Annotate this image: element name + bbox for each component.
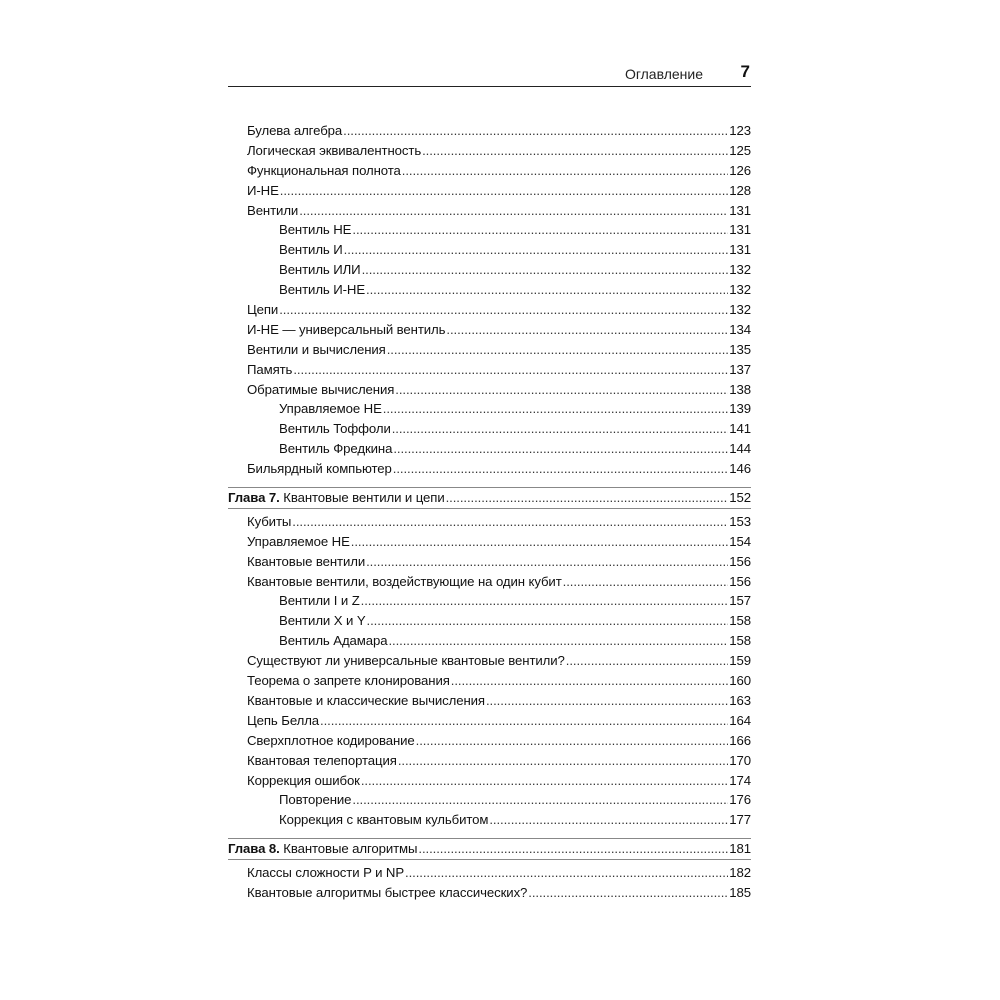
entry-title: Вентиль И-НЕ [279, 282, 366, 298]
leader-dots [418, 839, 728, 859]
toc-chapter-entry[interactable] [228, 488, 751, 508]
leader-dots [528, 883, 728, 903]
toc-section-entry[interactable] [228, 141, 751, 161]
toc-subsection-entry[interactable] [228, 439, 751, 459]
leader-dots [446, 488, 729, 508]
entry-page: 154 [729, 533, 751, 549]
entry-page: 163 [729, 692, 751, 708]
entry-page: 185 [729, 884, 751, 900]
toc-section-chapter8 [228, 863, 751, 903]
entry-page: 156 [729, 573, 751, 589]
toc-subsection-entry[interactable] [228, 419, 751, 439]
leader-dots [292, 512, 728, 532]
page-number: 7 [740, 62, 750, 81]
leader-dots [486, 691, 728, 711]
entry-page: 139 [729, 401, 751, 417]
toc-section-entry[interactable] [228, 300, 751, 320]
leader-dots [383, 399, 729, 419]
entry-page: 156 [729, 553, 751, 569]
entry-page: 157 [729, 593, 751, 609]
toc-section-entry[interactable] [228, 691, 751, 711]
toc-subsection-entry[interactable] [228, 611, 751, 631]
entry-page: 153 [729, 513, 751, 529]
entry-title: Булева алгебра [247, 123, 343, 138]
entry-title: Теорема о запрете клонирования [247, 673, 450, 689]
toc-subsection-entry[interactable] [228, 591, 751, 611]
entry-title: Коррекция ошибок [247, 772, 360, 788]
leader-dots [392, 419, 729, 439]
entry-page: 158 [729, 633, 751, 649]
entry-title: Квантовая телепортация [247, 752, 397, 768]
leader-dots [367, 611, 729, 631]
header-title: Оглавление [624, 66, 703, 82]
entry-title: Классы сложности P и NP [247, 865, 405, 881]
entry-title: Кубиты [247, 513, 292, 529]
entry-title: Вентиль Адамара [279, 633, 388, 649]
entry-title: Квантовые вентили, воздействующие на один кубит [247, 573, 562, 589]
toc-section-entry[interactable] [228, 512, 751, 532]
entry-page: 141 [729, 421, 751, 437]
chapter-label: Глава 7. [228, 490, 280, 506]
toc-section-entry[interactable] [228, 459, 751, 479]
entry-page: 131 [729, 242, 751, 258]
entry-page: 166 [729, 732, 751, 748]
entry-title: Существуют ли универсальные квантовые вентили? [247, 653, 565, 669]
toc-subsection-entry[interactable] [228, 280, 751, 300]
entry-title: Функциональная полнота [247, 162, 401, 178]
entry-title: Память [247, 361, 293, 377]
entry-page: 131 [729, 222, 751, 238]
entry-title: Вентиль И [279, 242, 343, 258]
toc-chapter-entry[interactable] [228, 839, 751, 859]
toc-section-entry[interactable] [228, 161, 751, 181]
chapter-page: 152 [729, 490, 751, 506]
toc-section-entry[interactable] [228, 360, 751, 380]
entry-page: 128 [729, 182, 751, 198]
entry-title: Обратимые вычисления [247, 381, 395, 397]
toc-section-chapter6 [228, 121, 751, 479]
chapter-label: Глава 8. [228, 841, 280, 857]
entry-page: 159 [729, 653, 751, 669]
toc-section-entry[interactable] [228, 751, 751, 771]
leader-dots [352, 790, 728, 810]
entry-title: Повторение [279, 792, 352, 808]
entry-page: 132 [729, 302, 751, 318]
leader-dots [393, 439, 728, 459]
leader-dots [279, 300, 728, 320]
leader-dots [361, 771, 728, 791]
entry-title: И-НЕ — универсальный вентиль [247, 321, 446, 337]
toc-section-entry[interactable] [228, 771, 751, 791]
entry-title: Вентили и вычисления [247, 341, 386, 357]
leader-dots [422, 141, 728, 161]
entry-page: 131 [729, 202, 751, 218]
toc-subsection-entry[interactable] [228, 399, 751, 419]
toc-section-entry[interactable] [228, 121, 751, 141]
chapter-title: Квантовые вентили и цепи [283, 490, 445, 506]
leader-dots [280, 181, 729, 201]
leader-dots [416, 731, 729, 751]
entry-title: Вентиль Тоффоли [279, 421, 391, 437]
entry-page: 135 [729, 341, 751, 357]
leader-dots [563, 572, 729, 592]
toc-subsection-entry[interactable] [228, 220, 751, 240]
toc-section-entry[interactable] [228, 201, 751, 221]
entry-title: Вентили [247, 202, 299, 218]
entry-title: Цепи [247, 302, 279, 318]
entry-page: 164 [729, 712, 751, 728]
entry-page: 123 [729, 123, 751, 138]
chapter-7-heading [228, 487, 751, 509]
leader-dots [352, 220, 728, 240]
leader-dots [361, 591, 729, 611]
leader-dots [395, 380, 728, 400]
toc-section-entry[interactable] [228, 380, 751, 400]
entry-title: Коррекция с квантовым кульбитом [279, 812, 489, 828]
table-of-contents [228, 121, 751, 903]
toc-section-entry[interactable] [228, 340, 751, 360]
leader-dots [398, 751, 728, 771]
leader-dots [451, 671, 729, 691]
leader-dots [446, 320, 728, 340]
leader-dots [299, 201, 728, 221]
entry-page: 132 [729, 282, 751, 298]
entry-page: 144 [729, 441, 751, 457]
toc-section-entry[interactable] [228, 883, 751, 903]
entry-page: 182 [729, 865, 751, 881]
toc-subsection-entry[interactable] [228, 631, 751, 651]
entry-title: Вентиль Фредкина [279, 441, 393, 457]
leader-dots [343, 121, 728, 141]
entry-page: 170 [729, 752, 751, 768]
entry-title: Управляемое НЕ [247, 533, 350, 549]
leader-dots [387, 340, 729, 360]
entry-page: 146 [729, 461, 751, 477]
entry-page: 158 [729, 613, 751, 629]
entry-title: Сверхплотное кодирование [247, 732, 415, 748]
entry-page: 134 [729, 321, 751, 337]
entry-title: Управляемое НЕ [279, 401, 382, 417]
entry-title: Цепь Белла [247, 712, 320, 728]
leader-dots [388, 631, 728, 651]
leader-dots [405, 863, 728, 883]
toc-subsection-entry[interactable] [228, 790, 751, 810]
toc-section-entry[interactable] [228, 671, 751, 691]
toc-section-entry[interactable] [228, 651, 751, 671]
entry-title: Логическая эквивалентность [247, 142, 422, 158]
entry-page: 132 [729, 262, 751, 278]
toc-subsection-entry[interactable] [228, 240, 751, 260]
chapter-page: 181 [729, 841, 751, 857]
entry-page: 176 [729, 792, 751, 808]
leader-dots [362, 260, 729, 280]
entry-title: Квантовые и классические вычисления [247, 692, 485, 708]
entry-page: 177 [729, 812, 751, 828]
leader-dots [366, 280, 728, 300]
leader-dots [402, 161, 729, 181]
chapter-title: Квантовые алгоритмы [283, 841, 418, 857]
entry-page: 174 [729, 772, 751, 788]
leader-dots [320, 711, 728, 731]
entry-page: 125 [729, 142, 751, 158]
leader-dots [366, 552, 728, 572]
toc-section-entry[interactable] [228, 532, 751, 552]
entry-page: 160 [729, 673, 751, 689]
entry-title: Квантовые алгоритмы быстрее классических? [247, 884, 528, 900]
chapter-8-heading [228, 838, 751, 860]
leader-dots [351, 532, 729, 552]
leader-dots [344, 240, 729, 260]
toc-section-entry[interactable] [228, 711, 751, 731]
entry-title: Вентили I и Z [279, 593, 360, 609]
entry-title: Вентиль НЕ [279, 222, 352, 238]
entry-page: 137 [729, 361, 751, 377]
entry-page: 138 [729, 381, 751, 397]
toc-section-chapter7 [228, 512, 751, 830]
toc-section-entry[interactable] [228, 863, 751, 883]
toc-section-entry[interactable] [228, 181, 751, 201]
toc-subsection-entry[interactable] [228, 810, 751, 830]
entry-page: 126 [729, 162, 751, 178]
toc-section-entry[interactable] [228, 552, 751, 572]
toc-section-entry[interactable] [228, 572, 751, 592]
toc-subsection-entry[interactable] [228, 260, 751, 280]
toc-section-entry[interactable] [228, 731, 751, 751]
entry-title: Квантовые вентили [247, 553, 366, 569]
leader-dots [566, 651, 729, 671]
leader-dots [393, 459, 729, 479]
entry-title: И-НЕ [247, 182, 279, 198]
running-header [228, 64, 751, 87]
entry-title: Бильярдный компьютер [247, 461, 392, 477]
toc-section-entry[interactable] [228, 320, 751, 340]
entry-title: Вентили X и Y [279, 613, 366, 629]
leader-dots [489, 810, 728, 830]
leader-dots [293, 360, 728, 380]
entry-title: Вентиль ИЛИ [279, 262, 361, 278]
